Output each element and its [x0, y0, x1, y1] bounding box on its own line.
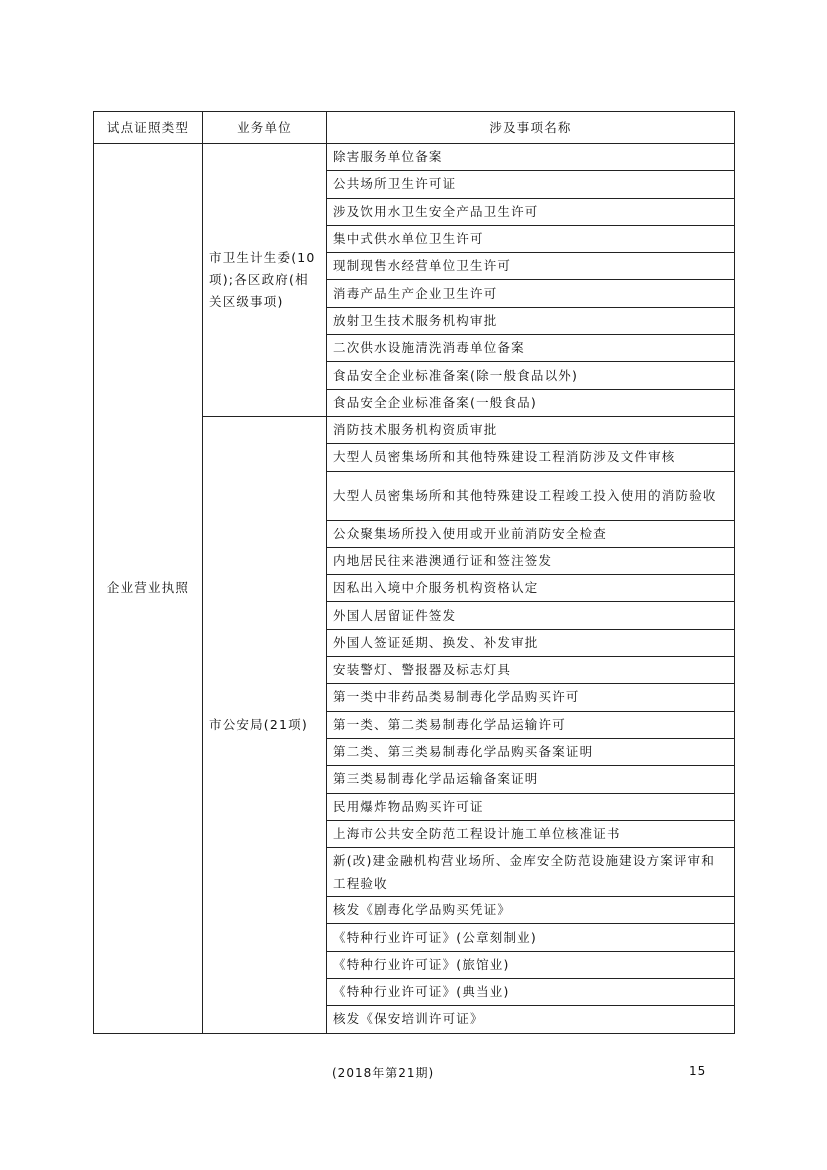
- table-cell-item: 《特种行业许可证》(公章刻制业): [327, 924, 735, 951]
- table-cell-item: 消毒产品生产企业卫生许可: [327, 280, 735, 307]
- table-cell-item: 现制现售水经营单位卫生许可: [327, 253, 735, 280]
- table-cell-item: 第三类易制毒化学品运输备案证明: [327, 766, 735, 793]
- header-license-type: 试点证照类型: [94, 112, 203, 144]
- page-number: 15: [689, 1064, 707, 1078]
- table-cell-item: 公众聚集场所投入使用或开业前消防安全检查: [327, 520, 735, 547]
- table-cell-item: 新(改)建金融机构营业场所、金库安全防范设施建设方案评审和工程验收: [327, 848, 735, 897]
- table-cell-item: 因私出入境中介服务机构资格认定: [327, 575, 735, 602]
- table-cell-item: 民用爆炸物品购买许可证: [327, 793, 735, 820]
- table-cell-item: 集中式供水单位卫生许可: [327, 225, 735, 252]
- table-cell-item: 上海市公共安全防范工程设计施工单位核准证书: [327, 820, 735, 847]
- table-cell-item: 《特种行业许可证》(旅馆业): [327, 951, 735, 978]
- table-cell-item: 公共场所卫生许可证: [327, 171, 735, 198]
- table-cell-item: 食品安全企业标准备案(一般食品): [327, 389, 735, 416]
- table-cell-item: 第一类中非药品类易制毒化学品购买许可: [327, 684, 735, 711]
- category-cell: 企业营业执照: [94, 144, 203, 1034]
- table-cell-item: 核发《剧毒化学品购买凭证》: [327, 897, 735, 924]
- table-cell-item: 涉及饮用水卫生安全产品卫生许可: [327, 198, 735, 225]
- table-header-row: [94, 112, 735, 144]
- issue-label: (2018年第21期): [332, 1066, 435, 1080]
- table-cell-item: 外国人签证延期、换发、补发审批: [327, 629, 735, 656]
- table-cell-item: 内地居民往来港澳通行证和签注签发: [327, 547, 735, 574]
- unit-cell-health: 市卫生计生委(10项);各区政府(相关区级事项): [203, 144, 327, 417]
- table-cell-item: 大型人员密集场所和其他特殊建设工程竣工投入使用的消防验收: [327, 471, 735, 520]
- table-cell-item: 大型人员密集场所和其他特殊建设工程消防涉及文件审核: [327, 444, 735, 471]
- table-cell-item: 第二类、第三类易制毒化学品购买备案证明: [327, 738, 735, 765]
- table-cell-item: 放射卫生技术服务机构审批: [327, 307, 735, 334]
- table-cell-item: 安装警灯、警报器及标志灯具: [327, 657, 735, 684]
- table-cell-item: 二次供水设施清洗消毒单位备案: [327, 335, 735, 362]
- header-item-name: 涉及事项名称: [327, 112, 735, 144]
- table-cell-item: 核发《保安培训许可证》: [327, 1006, 735, 1033]
- table-cell-item: 除害服务单位备案: [327, 144, 735, 171]
- table-cell-item: 外国人居留证件签发: [327, 602, 735, 629]
- table-cell-item: 《特种行业许可证》(典当业): [327, 979, 735, 1006]
- table-row: [94, 144, 735, 171]
- table-cell-item: 第一类、第二类易制毒化学品运输许可: [327, 711, 735, 738]
- header-business-unit: 业务单位: [203, 112, 327, 144]
- unit-cell-police: 市公安局(21项): [203, 416, 327, 1033]
- table-cell-item: 食品安全企业标准备案(除一般食品以外): [327, 362, 735, 389]
- license-items-table: [93, 111, 735, 1034]
- table-cell-item: 消防技术服务机构资质审批: [327, 416, 735, 443]
